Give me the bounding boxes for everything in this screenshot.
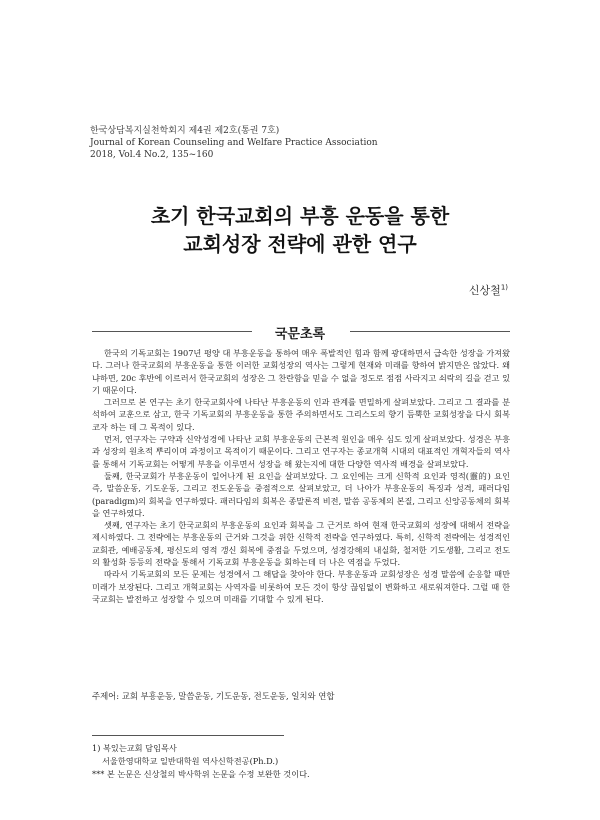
footnote-divider: [92, 735, 284, 736]
abstract-paragraph: 셋째, 연구자는 초기 한국교회의 부흥운동의 요인과 회복을 그 근거로 하여 현재 한국교회의 성장에 대해서 전략을 제시하였다. 그 전략에는 부흥운동의 근거와 그것을 위한 신학적 전략을 연구하였다. 특히, 신학적 전략에는 성경적인 교회관, 예배공동체, 평신도의 영적 갱신 회복에 중점을 두었으며, 성경강해의 내실화, 철저한 기도생활, 그리고 전도의 활성화 등등의 전략을 통해서 기독교회 부흥운동을 회하는데 더 나은 역점을 두었다.: [92, 520, 510, 568]
title-line-2: 교회성장 전략에 관한 연구: [183, 232, 417, 256]
keywords: 주제어: 교회 부흥운동, 말씀운동, 기도운동, 전도운동, 일치와 연합: [92, 691, 335, 701]
abstract-paragraph: 그러므로 본 연구는 초기 한국교회사에 나타난 부흥운동의 인과 관계를 면밀하게 살펴보았다. 그리고 그 결과를 분석하여 교훈으로 삼고, 한국 기독교회의 부흥운동을 통한 주의하면서도 그리스도의 향기 듬뿍한 교회성장을 다시 회복코자 하는 데 그 목적이 있다.: [92, 397, 510, 432]
footnotes: [92, 742, 522, 781]
abstract-body: [92, 347, 510, 605]
journal-korean-name: 한국상담복지실천학회지 제4권 제2호(통권 7호): [90, 126, 280, 136]
author-name: 신상철: [468, 284, 501, 297]
abstract-heading: 국문초록: [274, 327, 326, 342]
author-footnote-mark: 1): [500, 283, 508, 292]
abstract-paragraph: 둘째, 한국교회가 부흥운동이 일어나게 된 요인을 살펴보았다. 그 요인에는 크게 신학적 요인과 영적(靈的) 요인 즉, 말씀운동, 기도운동, 그리고 전도운동을 중점적으로 살펴보았고, 더 나아가 부흥운동의 특징과 성격, 패러다임(paradigm)의 회복을 연구하였다. 패러다임의 회복은 종말론적 비전, 말씀 공동체의 본질, 그리고 신앙공동체의 회복을 연구하였다.: [92, 470, 510, 518]
footnote-2: *** 본 논문은 신상철의 박사학위 논문을 수정 보완한 것이다.: [92, 769, 310, 779]
abstract-paragraph: 먼저, 연구자는 구약과 신약성경에 나타난 교회 부흥운동의 근본적 원인을 매우 심도 있게 살펴보았다. 성경은 부흥과 성장의 원초적 뿌리이며 과정이고 목적이기 때문이다. 그리고 연구자는 종교개혁 시대의 대표적인 개혁자들의 역사를 통해서 기독교회는 어떻게 부흥을 이루면서 성장을 해 왔는지에 대한 다양한 역사적 배경을 살펴보았다.: [92, 434, 510, 469]
footnote-1-continued: 서울한영대학교 일반대학원 역사신학전공(Ph.D.): [102, 756, 279, 766]
footnote-1: 1) 복있는교회 담임목사: [92, 743, 177, 753]
journal-header: [90, 125, 378, 161]
abstract-paragraph: 따라서 기독교회의 모든 문제는 성경에서 그 해답을 찾아야 한다. 부흥운동과 교회성장은 성경 말씀에 순응할 때만 미래가 보장된다. 그리고 개혁교회는 사역자를 비롯하여 모든 것이 항상 끊임없이 변화하고 새로워져한다. 그럴 때 한국교회는 발전하고 성장할 수 있으며 미래를 기대할 수 있게 된다.: [92, 569, 510, 604]
title-line-1: 초기 한국교회의 부흥 운동을 통한: [150, 204, 450, 228]
paper-title: [0, 202, 600, 258]
abstract-paragraph: 한국의 기독교회는 1907년 평양 대 부흥운동을 통하여 매우 폭발적인 힘과 함께 광대하면서 급속한 성장을 가져왔다. 그러나 한국교회의 부흥운동을 통한 이러한 교회성장의 역사는 그렇게 현재와 미래를 향하여 밝지만은 않았다. 왜냐하면, 20c 후반에 이르러서 한국교회의 성장은 그 찬란함을 믿을 수 없을 정도로 점점 사라지고 쇠락의 길을 걷고 있기 때문이다.: [92, 348, 510, 395]
author: [469, 282, 508, 298]
journal-volume-info: 2018, Vol.4 No.2, 135~160: [90, 150, 214, 160]
journal-english-name: Journal of Korean Counseling and Welfare Practice Association: [90, 138, 378, 148]
abstract-rule-right: [350, 331, 510, 332]
